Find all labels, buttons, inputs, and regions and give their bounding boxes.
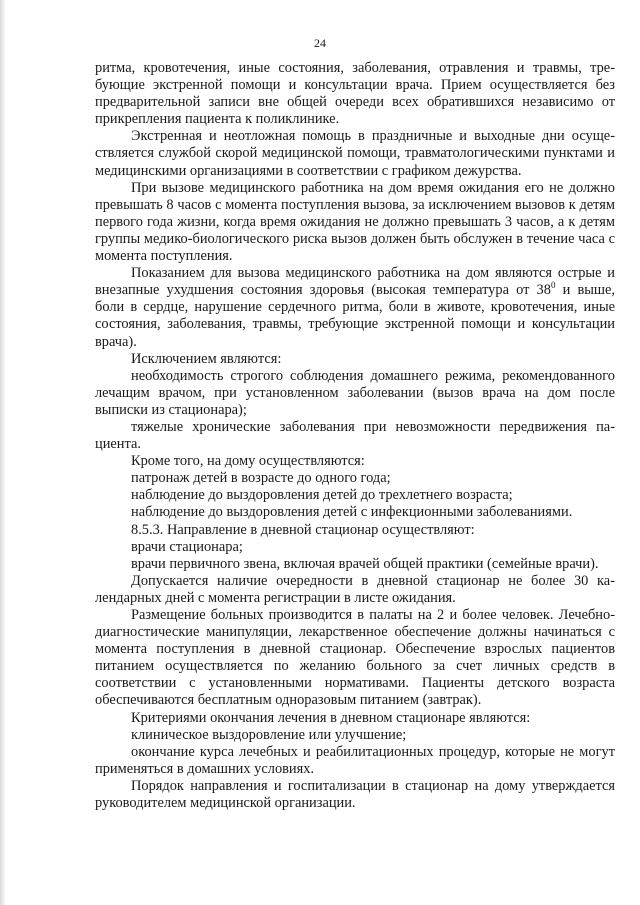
document-body [95,60,615,812]
list-item: патронаж детей в возрасте до одного года; [131,470,391,487]
paragraph [95,265,615,350]
section-heading: 8.5.3. Направление в дневной стационар осуществляют: [131,521,475,538]
paragraph: Кроме того, на дому осуществляются: [131,453,365,470]
page-number: 24 [314,36,326,50]
list-item: врачи стационара; [131,538,243,555]
paragraph-text: и выше, боли в сердце, нарушение сердечного ритма, боли в животе, кровотечения, иные состояния, заболевания, травмы, требующие экстренной помощи и консультации врача). [95,282,615,350]
paragraph: Размещение больных производится в палаты на 2 и более человек. Лечебно-диагностические манипуляции, лекарственное обеспечение должны начинаться с момента поступления в дневной стационар. Обеспечение взрослых пациентов питанием осуществляется по желанию больного за счет личных средств в соответствии с установленными нормативами. Пациенты детского возраста обеспечиваются бесплатным одноразовым питанием (завтрак). [95,607,615,709]
paragraph: Допускается наличие очередности в дневной стационар не более 30 календарных дней с момента регистрации в листе ожидания. [95,572,615,606]
list-item: наблюдение до выздоровления детей до трехлетнего возраста; [131,487,513,504]
paragraph: При вызове медицинского работника на дом время ожидания его не должно превышать 8 часов с момента поступления вызова, за исключением вызовов к детям первого года жизни, когда время ожидания не должно превышать 3 часов, а к детям группы медико-биологического риска вызов должен быть обслужен в течение часа с момента поступления. [95,179,615,265]
list-item: тяжелые хронические заболевания при невозможности передвижения пациента. [95,418,615,453]
paragraph: Порядок направления и госпитализации в стационар на дому утверждается руководителем медицинской организации. [95,777,615,812]
list-item: окончание курса лечебных и реабилитационных процедур, которые не могут применяться в домашних условиях. [95,743,615,777]
paragraph-text: Показанием для вызова медицинского работника на дом являются острые и внезапные ухудшения состояния здоровья (высокая температура от 38 [95,265,615,299]
list-item: необходимость строгого соблюдения домашнего режима, рекомендованного лечащим врачом, при установленном заболевании (вызов врача на дом после выписки из стационара); [95,367,615,418]
list-item: врачи первичного звена, включая врачей общей практики (семейные врачи). [131,555,599,572]
scan-edge-shadow [0,0,6,905]
list-item: наблюдение до выздоровления детей с инфекционными заболеваниями. [131,504,573,521]
paragraph: ритма, кровотечения, иные состояния, заболевания, отравления и травмы, требующие экстренной помощи и консультации врача. Прием осуществляется без предварительной записи вне общей очереди всех обратившихся независимо от прикрепления пациента к поликлинике. [95,60,615,128]
paragraph: Исключением являются: [131,350,282,367]
degree-superscript: 0 [550,280,556,291]
paragraph: Критериями окончания лечения в дневном стационаре являются: [131,709,531,726]
list-item: клиническое выздоровление или улучшение; [131,726,407,743]
paragraph: Экстренная и неотложная помощь в праздничные и выходные дни осуществляется службой скорой медицинской помощи, травматологическими пунктами и медицинскими организациями в соответствии с графиком дежурства. [95,128,615,179]
